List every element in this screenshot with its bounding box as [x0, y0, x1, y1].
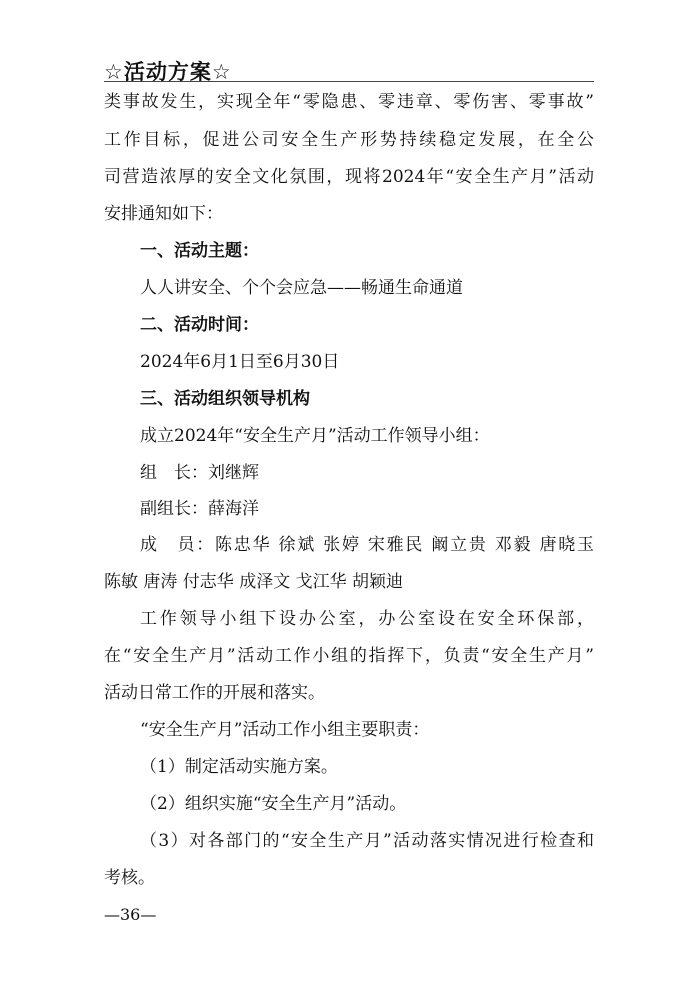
duty-item-2: （2）组织实施“安全生产月”活动。 — [140, 794, 407, 814]
office-line-1: 工作领导小组下设办公室，办公室设在安全环保部， — [140, 609, 594, 629]
intro-line-4: 安排通知如下： — [104, 204, 223, 224]
intro-line-3: 司营造浓厚的安全文化氛围，现将2024年“安全生产月”活动 — [104, 167, 594, 187]
page-title: ☆活动方案☆ — [104, 60, 232, 84]
section1-heading: 一、活动主题： — [140, 241, 259, 261]
duty-item-1: （1）制定活动实施方案。 — [140, 757, 338, 777]
group-leader: 组 长：刘继辉 — [140, 463, 259, 483]
duties-intro: “安全生产月”活动工作小组主要职责： — [140, 720, 430, 740]
section2-text: 2024年6月1日至6月30日 — [140, 352, 340, 372]
group-members-line-1: 成 员：陈忠华 徐斌 张婷 宋雅民 阚立贵 邓毅 唐晓玉 — [140, 535, 594, 555]
section2-heading: 二、活动时间： — [140, 315, 259, 335]
duty-item-3-line-2: 考核。 — [104, 868, 155, 888]
title-underline — [104, 81, 594, 82]
page-number: —36— — [104, 905, 157, 924]
section1-text: 人人讲安全、个个会应急——畅通生命通道 — [140, 278, 463, 298]
section3-heading: 三、活动组织领导机构 — [140, 389, 310, 409]
intro-line-2: 工作目标，促进公司安全生产形势持续稳定发展，在全公 — [104, 130, 594, 150]
intro-line-1: 类事故发生，实现全年“零隐患、零违章、零伤害、零事故” — [104, 92, 594, 112]
group-members-line-2: 陈敏 唐涛 付志华 成泽文 戈江华 胡颖迪 — [104, 572, 404, 592]
group-deputy: 副组长：薛海洋 — [140, 499, 259, 519]
office-line-3: 活动日常工作的开展和落实。 — [104, 683, 325, 703]
office-line-2: 在“安全生产月”活动工作小组的指挥下，负责“安全生产月” — [104, 646, 594, 666]
duty-item-3-line-1: （3）对各部门的“安全生产月”活动落实情况进行检查和 — [140, 831, 594, 851]
section3-intro: 成立2024年“安全生产月”活动工作领导小组： — [140, 426, 490, 446]
